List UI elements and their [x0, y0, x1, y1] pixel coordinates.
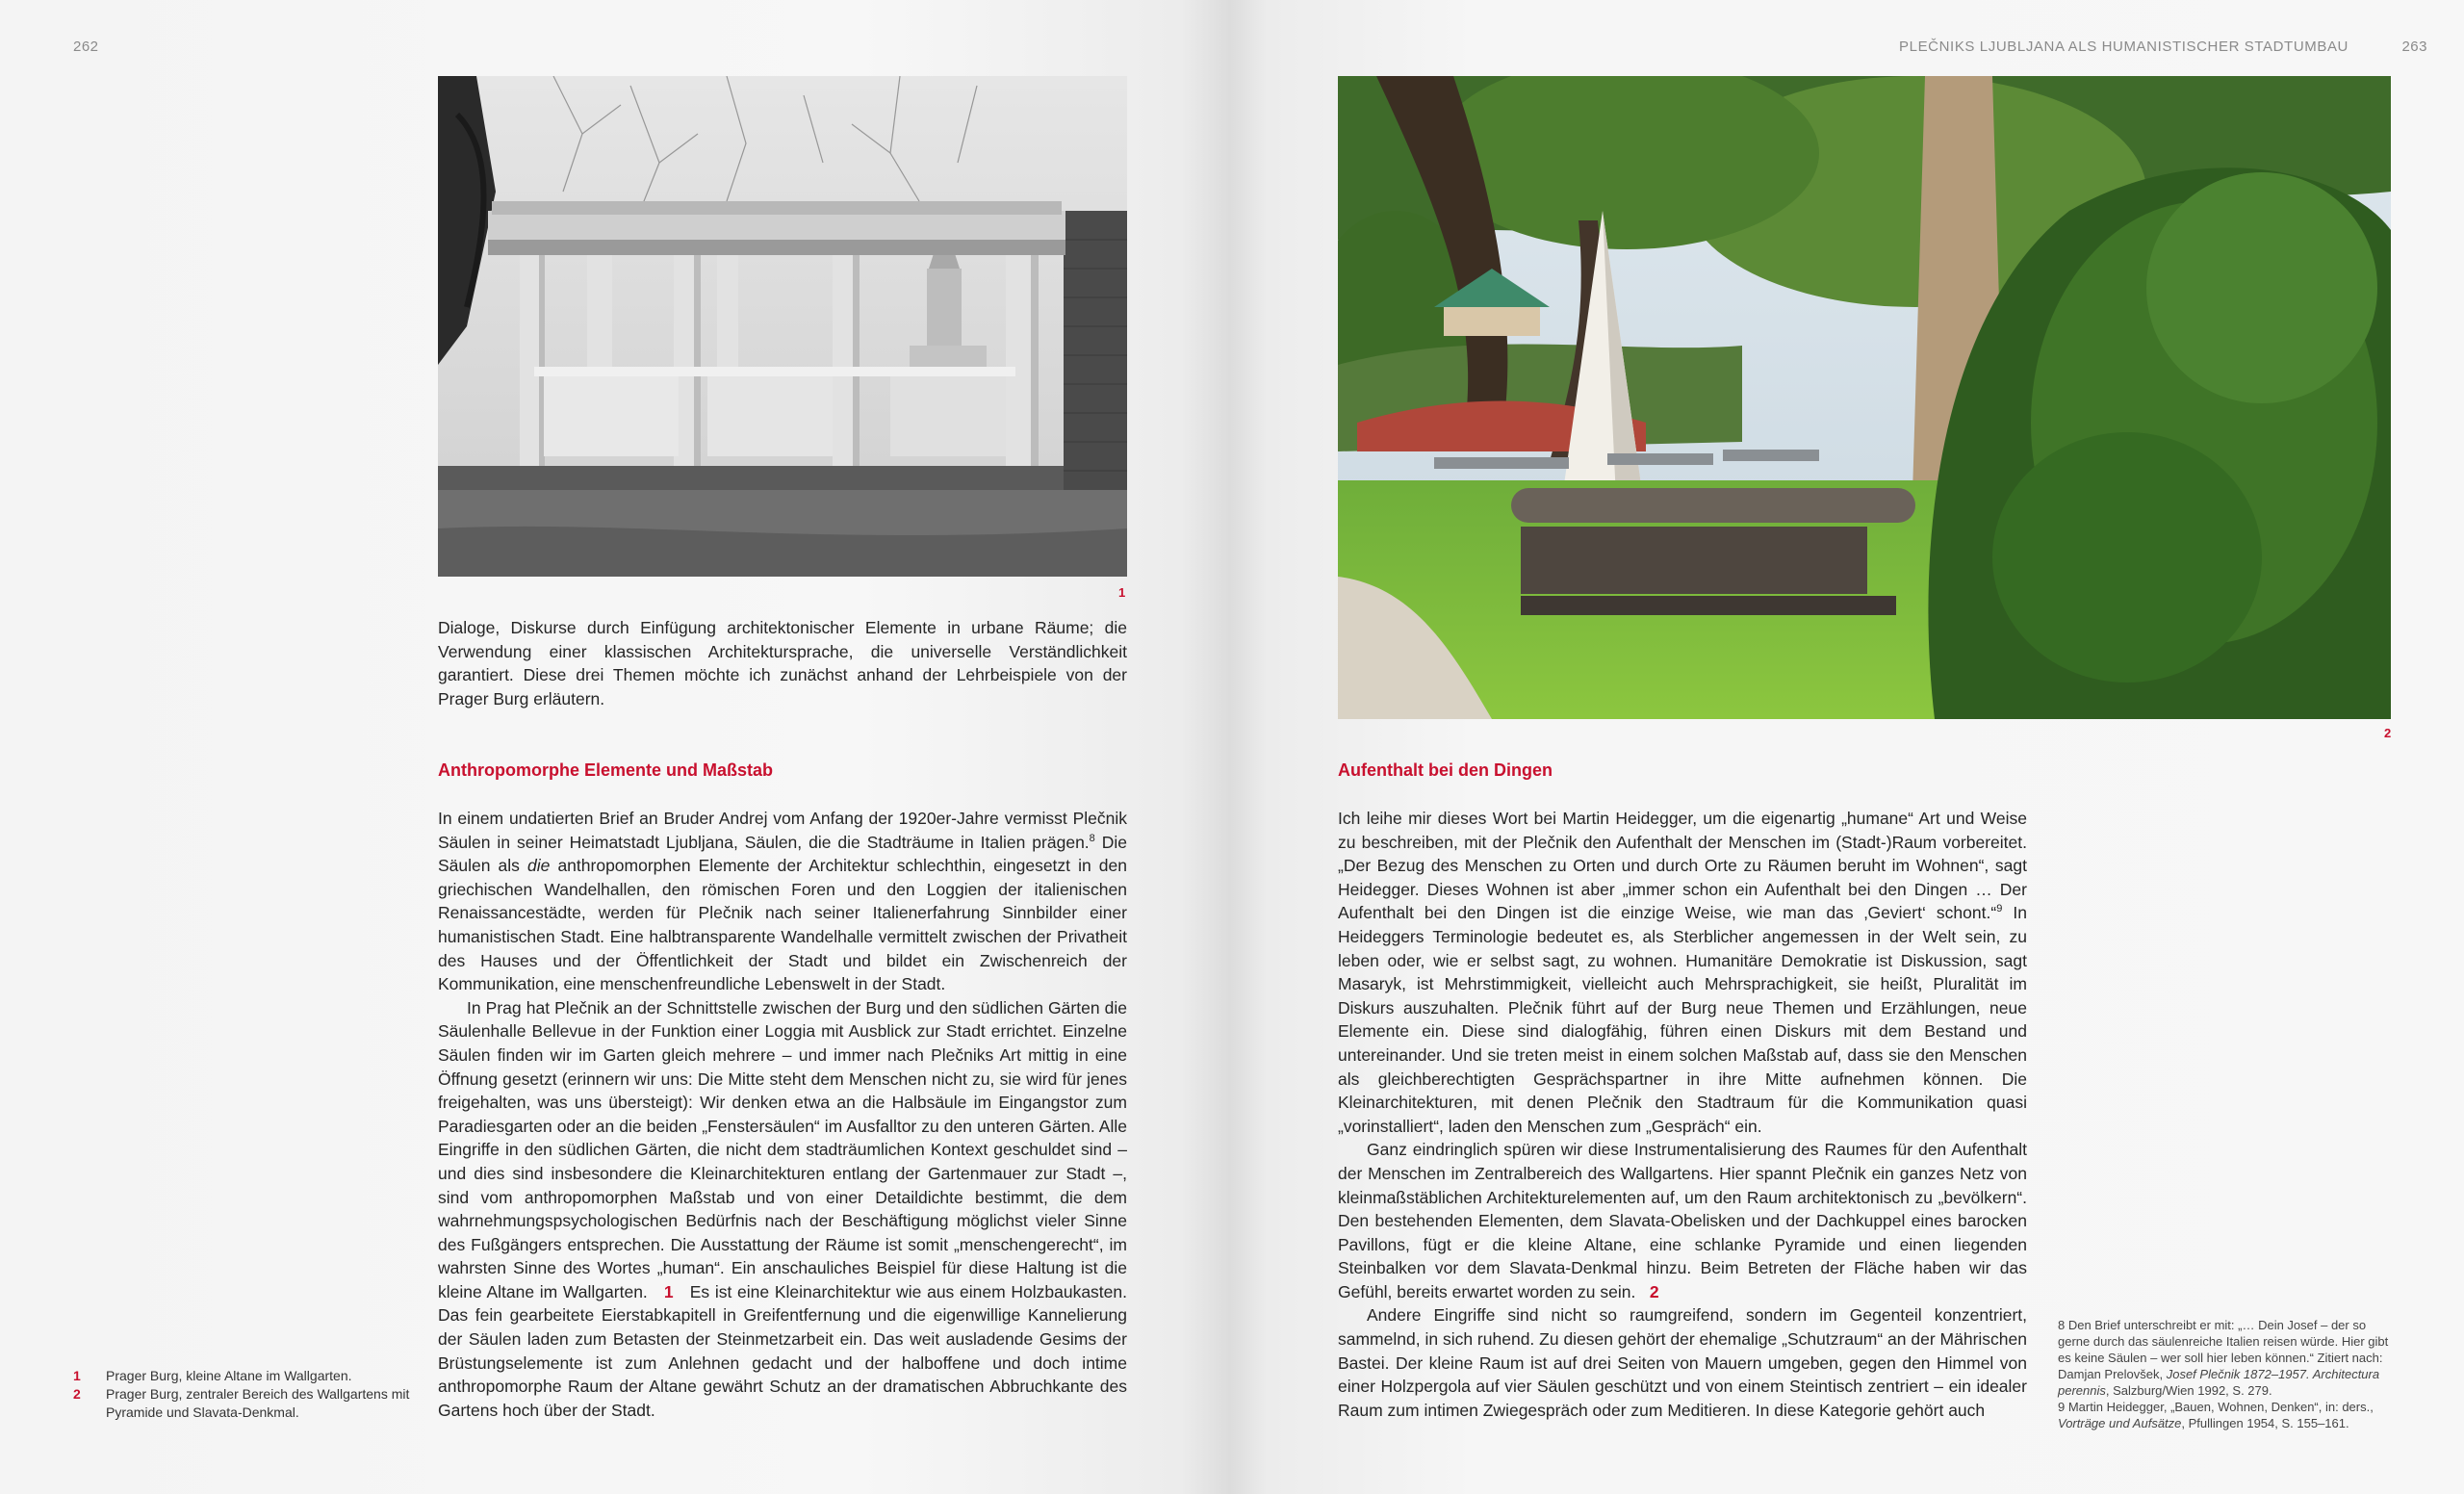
left-page — [0, 0, 1230, 1494]
heading-anthropomorphe: Anthropomorphe Elemente und Maßstab — [438, 760, 774, 780]
footnote-ref-8[interactable]: 8 — [1089, 832, 1095, 844]
right-folio: 263 — [2401, 39, 2427, 55]
footnote-8: 8 Den Brief unterschreibt er mit: „… Dein Josef – der so gerne durch das säulenreiche Italien reisen würde. Hier gibt es keine Säulen – wer soll hier leben können.“ Zitiert nach: Damjan Prelovšek, Josef Plečnik 1872–1957. Architectura perennis, Salzburg/Wien 1992, S. 279. — [2058, 1318, 2389, 1398]
right-page — [1230, 0, 2464, 1494]
left-folio: 262 — [73, 39, 99, 55]
left-body-text — [438, 807, 1127, 1422]
caption-1: 1 Prager Burg, kleine Altane im Wallgarten. — [73, 1368, 352, 1383]
figure-captions — [73, 1367, 420, 1422]
right-body-text — [1338, 807, 2027, 1422]
left-paragraph-1: In einem undatierten Brief an Bruder Andrej vom Anfang der 1920er-Jahre vermisst Plečnik Säulen in seiner Heimatstadt Ljubljana, Säulen, die die Stadträume in Italien prägen.$^8$ Die Säulen als die anthropomorphen Elemente der Architektur schlechthin, eingesetzt in den griechischen Wandelhallen, den römischen Foren und den Loggien der italienischen Renaissancestädte, werden für Plečnik nach seiner Italienerfahrung Sinnbilder einer humanistischen Stadt. Eine halbtransparente Wandelhalle vermittelt zwischen der Privatheit des Hauses und der Öffentlichkeit der Stadt und bildet ein Zwischenreich der Kommunikation, eine menschenfreundliche Lebenswelt in der Stadt. — [438, 809, 1128, 994]
intro-paragraph — [438, 616, 1127, 710]
figure-2-number: 2 — [2384, 726, 2392, 740]
figure-ref-2[interactable]: 2 — [1649, 1281, 1659, 1301]
figure-1-number: 1 — [1118, 585, 1126, 600]
heading-aufenthalt: Aufenthalt bei den Dingen — [1338, 760, 1553, 780]
footnotes — [2058, 1317, 2395, 1431]
right-paragraph-2: Ganz eindringlich spüren wir diese Instrumentalisierung des Raumes für den Aufenthalt der Menschen im Zentralbereich des Wallgartens. Hier spannt Plečnik ein ganzes Netz von kleinmaßstäblichen Architekturelementen auf, um den Raum architektonisch zu „bevölkern“. Den bestehenden Elementen, dem Slavata-Obelisken und der Dachkuppel eines barocken Pavillons, fügt er die kleine Altane, eine schlanke Pyramide und einen liegenden Steinbalken vor dem Slavata-Denkmal hinzu. Beim Betreten der Fläche haben wir das Gefühl, bereits erwartet worden zu sein. 2 — [1338, 1140, 2027, 1301]
running-head: PLEČNIKS LJUBLJANA ALS HUMANISTISCHER STADTUMBAU — [1899, 39, 2348, 55]
caption-2: 2 Prager Burg, zentraler Bereich des Wallgartens mit Pyramide und Slavata-Denkmal. — [73, 1386, 410, 1420]
intro-text: Dialoge, Diskurse durch Einfügung architektonischer Elemente in urbane Räume; die Verwendung einer klassischen Architektursprache, die universelle Verständlichkeit garantiert. Diese drei Themen möchte ich zunächst anhand der Lehrbeispiele von der Prager Burg erläutern. — [438, 618, 1127, 708]
footnote-9: 9 Martin Heidegger, „Bauen, Wohnen, Denken“, in: ders., Vorträge und Aufsätze, Pfullingen 1954, S. 155–161. — [2058, 1400, 2374, 1430]
right-paragraph-3: Andere Eingriffe sind nicht so raumgreifend, sondern im Gegenteil konzentriert, sammelnd, in sich ruhend. Zu diesen gehört der ehemalige „Schutzraum“ an der Mährischen Bastei. Der kleine Raum ist auf drei Seiten von Mauern umgeben, gegen den Himmel von einer Holzpergola auf vier Säulen geschützt und von einem Steintisch zentriert – ein idealer Raum zum intimen Zwiegespräch oder zum Meditieren. In diese Kategorie gehört auch — [1338, 1305, 2027, 1420]
figure-2-photo — [1338, 76, 2391, 719]
figure-1-photo — [438, 76, 1127, 577]
right-paragraph-1: Ich leihe mir dieses Wort bei Martin Heidegger, um die eigenartig „humane“ Art und Weise zu beschreiben, mit der Plečnik den Aufenthalt der Menschen im (Stadt-)Raum vorbereitet. „Der Bezug des Menschen zu Orten und durch Orte zu Räumen beruht im Wohnen“, sagt Heidegger. Dieses Wohnen ist aber „immer schon ein Aufenthalt bei den Dingen … Der Aufenthalt bei den Dingen ist die einzige Weise, wie man das ‚Geviert‘ schont.“$^9$ In Heideggers Terminologie bedeutet es, als Sterblicher angemessen in der Welt sein, zu leben oder, wie er selbst sagt, zu wohnen. Humanitäre Demokratie ist Diskussion, sagt Masaryk, ist Mehrstimmigkeit, vielleicht auch Mehrsprachigkeit, sie heißt, Pluralität im Diskurs auszuhalten. Plečnik führt auf der Burg neue Themen und Erzählungen, neue Elemente ein. Diese sind dialogfähig, führen einen Diskurs mit dem Bestand und untereinander. Und sie treten meist in einem solchen Maßstab auf, dass sie den Menschen als gleichberechtigten Gesprächspartner in ihre Mitte aufnehmen können. Die Kleinarchitekturen, mit denen Plečnik den Stadtraum für die Kommunikation quasi „vorinstalliert“, laden den Menschen zum „Gespräch“ ein. — [1338, 809, 2027, 1136]
footnote-ref-9[interactable]: 9 — [1996, 903, 2003, 915]
figure-ref-1[interactable]: 1 — [663, 1281, 674, 1301]
left-paragraph-2: In Prag hat Plečnik an der Schnittstelle zwischen der Burg und den südlichen Gärten die Säulenhalle Bellevue in der Funktion einer Loggia mit Ausblick zur Stadt errichtet. Einzelne Säulen finden wir im Garten gleich mehrere – und immer nach Plečniks Art mittig in eine Öffnung gesetzt (erinnern wir uns: Die Mitte steht dem Menschen nicht zu, sie wird für jenes freigehalten, was uns übersteigt): Wir denken etwa an die Halbsäule im Eingangstor zum Paradiesgarten oder an die beiden „Fenstersäulen“ im Ausfalltor zu den unteren Gärten. Alle Eingriffe in den südlichen Gärten, die nicht dem stadträumlichen Kontext geschuldet sind – und dies sind insbesondere die Kleinarchitekturen entlang der Gartenmauer zur Stadt –, sind vom anthropomorphen Maßstab und von einer Detaildichte bestimmt, die dem wahrnehmungspsychologischen Bedürfnis nach der Beschäftigung möglichst vieler Sinne des Fußgängers entsprechen. Die Ausstattung der Räume ist somit „menschengerecht“, im wahrsten Sinne des Wortes „human“. Ein anschauliches Beispiel für diese Haltung ist die kleine Altane im Wallgarten. 1 Es ist eine Kleinarchitektur wie aus einem Holzbaukasten. Das fein gearbeitete Eierstabkapitell in Greifentfernung und die eigenwillige Kannelierung der Säulen laden zum Betasten der Steinmetzarbeit ein. Das weit ausladende Gesims der Brüstungselemente ist zum Anlehnen gedacht und der halboffene und doch intime anthropomorphe Raum der Altane gewährt Schutz an der dramatischen Abbruchkante des Gartens hoch über der Stadt. — [438, 997, 1127, 1420]
